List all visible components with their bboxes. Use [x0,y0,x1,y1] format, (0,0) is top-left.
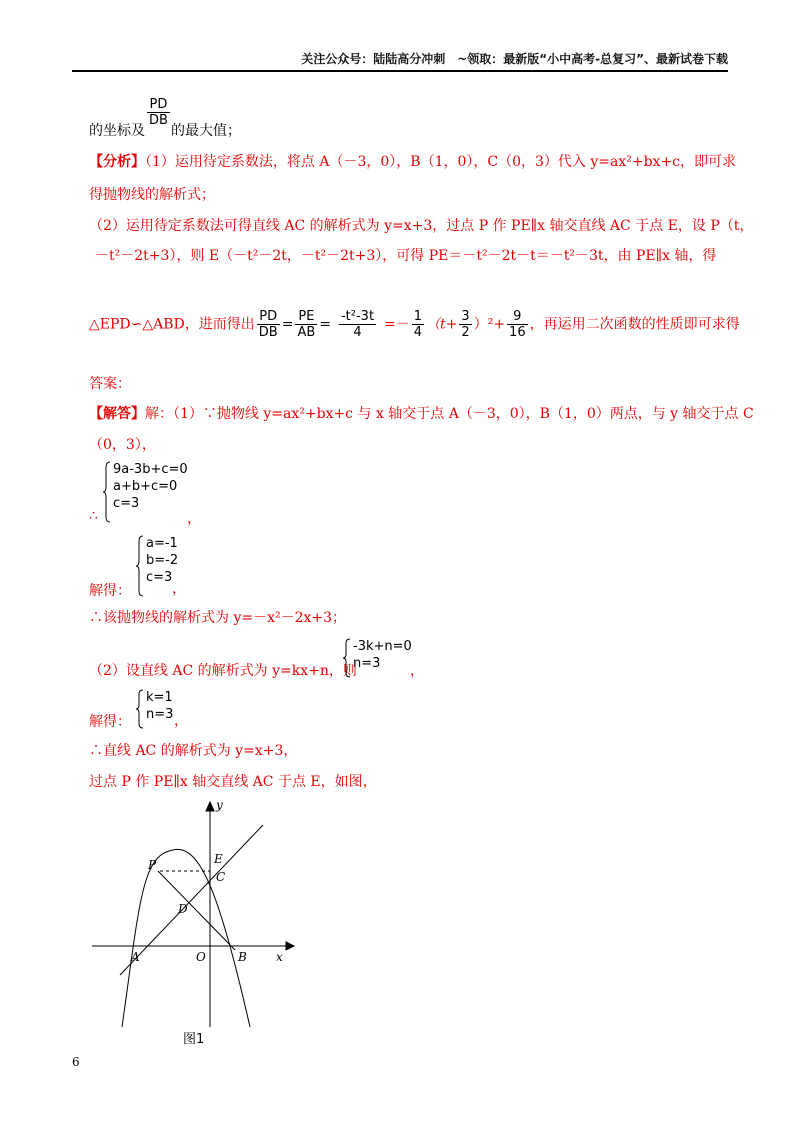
equation-row: c=3 [113,496,140,511]
figure-caption: 图1 [183,1032,205,1047]
equals-sign: =－ [384,316,410,333]
frac-denominator: 4 [413,325,423,340]
solve-label: 解得： [89,714,131,730]
header-rule [72,70,728,72]
equation-row: 9a-3b+c=0 [113,462,188,477]
solution-result-1: ∴该抛物线的解析式为 y=－x²－2x+3； [89,610,347,626]
solution-result-2: ∴直线 AC 的解析式为 y=x+3， [89,743,298,759]
comma: ， [410,663,424,679]
label-c: C [216,870,226,884]
frac-denominator: 2 [461,325,470,340]
page-header: 关注公众号：陆陆高分冲刺 ~领取：最新版“小中高考-总复习”、最新试卷下载 [301,52,728,66]
solve-label: 解得： [89,583,131,599]
frac-numerator: -t²-3t [340,309,375,324]
parabola-figure [80,795,300,1035]
frac-denominator: 4 [353,325,362,340]
analysis-line-1 [89,151,736,171]
y-axis-arrow-icon [206,802,214,811]
fraction [257,309,280,340]
analysis-text: ，再运用二次函数的性质即可求得 [529,316,740,333]
label-b: B [238,950,247,964]
intro-suffix: 的最大值； [171,123,241,139]
equation-row: a+b+c=0 [113,479,178,494]
x-axis-arrow-icon [286,942,294,950]
frac-numerator: PD [257,309,280,325]
equation-row: n=3 [146,707,174,722]
analysis-line-3: （2）运用待定系数法可得直线 AC 的解析式为 y=x+3，过点 P 作 PE∥x 轴交直线 AC 于点 E，设 P（t， [89,218,754,234]
intro-prefix: 的坐标及 [89,123,145,139]
equation-system-4 [136,689,173,729]
analysis-text: （1）运用待定系数法，将点 A（－3，0），B（1，0），C（0，3）代入 y=ax²+bx+c，即可求 [145,154,737,170]
frac-numerator: 3 [461,309,470,324]
fraction [339,309,376,340]
solution-line-1 [89,403,754,423]
page-number: 6 [72,1055,80,1069]
frac-numerator: 1 [413,309,423,324]
brace-icon [103,461,111,523]
label-a: A [131,950,140,964]
analysis-text: ）²+ [473,316,506,333]
fraction [507,309,528,340]
fraction [295,309,317,340]
comma: ， [172,581,186,597]
frac-denominator: DB [149,113,168,128]
equation-row: c=3 [146,570,173,585]
equals-sign: = [281,316,294,333]
therefore-symbol: ∴ [89,508,98,524]
analysis-line-6: 答案： [89,376,131,392]
equation-row: b=-2 [146,553,179,568]
brace-icon [343,638,351,678]
brace-icon [136,535,144,597]
frac-denominator: DB [258,325,278,340]
analysis-line-2: 得抛物线的解析式； [89,187,215,203]
equals-sign: = [319,316,331,333]
fraction [459,309,471,340]
label-p: P [148,858,157,872]
equation-system-1 [103,461,188,523]
brace-icon [136,689,144,729]
analysis-line-5 [89,309,740,340]
label-o: O [196,950,206,964]
analysis-text: （t+ [426,316,458,333]
label-x: x [276,950,283,964]
solution-line-2: （0，3）， [89,437,156,453]
solution-tag: 【解答】 [89,406,145,422]
analysis-line-4: －t²－2t+3），则 E（－t²－2t，－t²－2t+3），可得 PE＝－t²－2t－t＝－t²－3t，由 PE∥x 轴，得 [95,248,717,264]
label-d: D [178,902,188,916]
solution-text: 解：（1）∵抛物线 y=ax²+bx+c 与 x 轴交于点 A（－3，0），B（1，0）两点，与 y 轴交于点 C [145,406,754,422]
label-y: y [216,798,223,812]
parabola-curve [122,849,250,1027]
equation-row: a=-1 [146,536,178,551]
equation-system-3 [343,638,412,678]
frac-numerator: PD [147,97,170,113]
equation-row: k=1 [146,690,173,705]
intro-line [89,120,241,140]
analysis-tag: 【分析】 [89,154,145,170]
equation-row: n=3 [353,656,381,671]
analysis-text: △EPD∽△ABD，进而得出 [89,316,255,333]
comma: ， [187,511,201,527]
comma: ， [174,713,188,729]
frac-denominator: 16 [509,325,526,340]
label-e: E [214,852,223,866]
frac-numerator: 9 [507,309,528,325]
solution-last-line: 过点 P 作 PE∥x 轴交直线 AC 于点 E，如图， [89,774,377,790]
frac-numerator: PE [295,309,317,325]
frac-denominator: AB [297,325,316,340]
fraction [412,309,424,340]
equation-row: -3k+n=0 [353,639,412,654]
solution-part2-line: （2）设直线 AC 的解析式为 y=kx+n，则 [89,663,357,679]
